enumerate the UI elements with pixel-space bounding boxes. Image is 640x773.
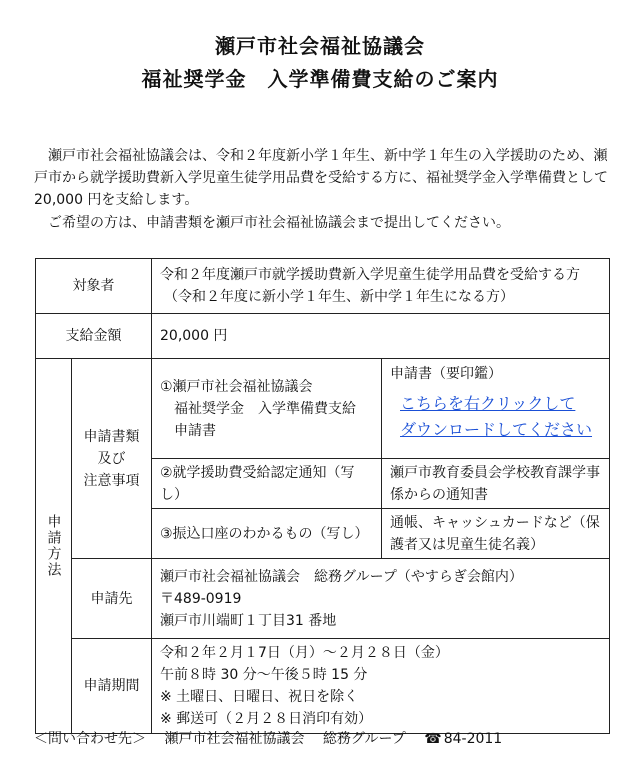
period-line4: ※ 郵送可（２月２８日消印有効） xyxy=(160,711,373,727)
period-line1: 令和２年２月１7日（月）～２月２８日（金） xyxy=(160,645,449,661)
doc3-note: 通帳、キャッシュカードなど（保護者又は児童生徒名義） xyxy=(382,509,610,559)
destination-label: 申請先 xyxy=(72,559,152,639)
method-label-cell xyxy=(36,359,72,734)
destination-cell xyxy=(152,559,610,639)
contact-phone: 84-2011 xyxy=(443,731,503,747)
period-row xyxy=(36,639,610,734)
contact-line xyxy=(34,728,516,748)
doc2-note: 瀬戸市教育委員会学校教育課学事係からの通知書 xyxy=(382,459,610,509)
doc2: ②就学援助費受給認定通知（写し） xyxy=(152,459,382,509)
destination-row xyxy=(36,559,610,639)
amount-label: 支給金額 xyxy=(36,314,152,359)
phone-icon: ☎ xyxy=(424,731,442,747)
documents-label-cell xyxy=(72,359,152,559)
info-table xyxy=(35,258,610,734)
period-line2: 午前８時 30 分～午後５時 15 分 xyxy=(160,667,368,683)
doc1-line1: ①瀬戸市社会福祉協議会 xyxy=(160,378,313,395)
documents-label-3: 注意事項 xyxy=(83,472,140,489)
period-line3: ※ 土曜日、日曜日、祝日を除く xyxy=(160,689,359,705)
documents-label-1: 申請書類 xyxy=(83,428,140,445)
intro-paragraph: 瀬戸市社会福祉協議会は、令和２年度新小学１年生、新中学１年生の入学援助のため、瀬戸市から就学援助費新入学児童生徒学用品費を受給する方に、福祉奨学金入学準備費として 20,000 円を支給します。 xyxy=(34,148,608,208)
documents-label-2: 及び xyxy=(97,450,126,467)
target-label: 対象者 xyxy=(36,259,152,314)
download-link-line2[interactable]: ダウンロードしてください xyxy=(400,420,593,439)
amount-value: 20,000 円 xyxy=(152,314,610,359)
target-row xyxy=(36,259,610,314)
target-line1: 令和２年度瀬戸市就学援助費新入学児童生徒学用品費を受給する方 xyxy=(160,267,580,283)
target-line2: （令和２年度に新小学１年生、新中学１年生になる方） xyxy=(164,289,514,305)
doc1-cell xyxy=(152,359,382,459)
doc1-note: 申請書（要印鑑） xyxy=(390,366,502,382)
amount-row xyxy=(36,314,610,359)
target-cell xyxy=(152,259,610,314)
download-link-line1[interactable]: こちらを右クリックして xyxy=(400,394,576,413)
period-cell xyxy=(152,639,610,734)
page-title: 瀬戸市社会福祉協議会 xyxy=(215,34,425,58)
doc1-note-cell xyxy=(382,359,610,459)
period-label: 申請期間 xyxy=(72,639,152,734)
contact-group: 総務グループ xyxy=(322,731,406,747)
destination-line2: 〒489-0919 xyxy=(160,590,242,607)
doc3: ③振込口座のわかるもの（写し） xyxy=(152,509,382,559)
contact-org: 瀬戸市社会福祉協議会 xyxy=(164,731,305,747)
contact-label: ＜問い合わせ先＞ xyxy=(34,731,146,747)
method-label: 申請方法 xyxy=(45,514,62,578)
destination-line3: 瀬戸市川端町１丁目31 番地 xyxy=(160,612,337,629)
doc1-line3: 申請書 xyxy=(174,422,216,439)
page-subtitle: 福祉奨学金 入学準備費支給のご案内 xyxy=(141,67,499,91)
request-paragraph: ご希望の方は、申請書類を瀬戸市社会福祉協議会まで提出してください。 xyxy=(48,215,510,231)
doc1-line2: 福祉奨学金 入学準備費支給 xyxy=(174,400,356,417)
doc1-row xyxy=(36,359,610,459)
destination-line1: 瀬戸市社会福祉協議会 総務グループ（やすらぎ会館内） xyxy=(160,568,523,585)
